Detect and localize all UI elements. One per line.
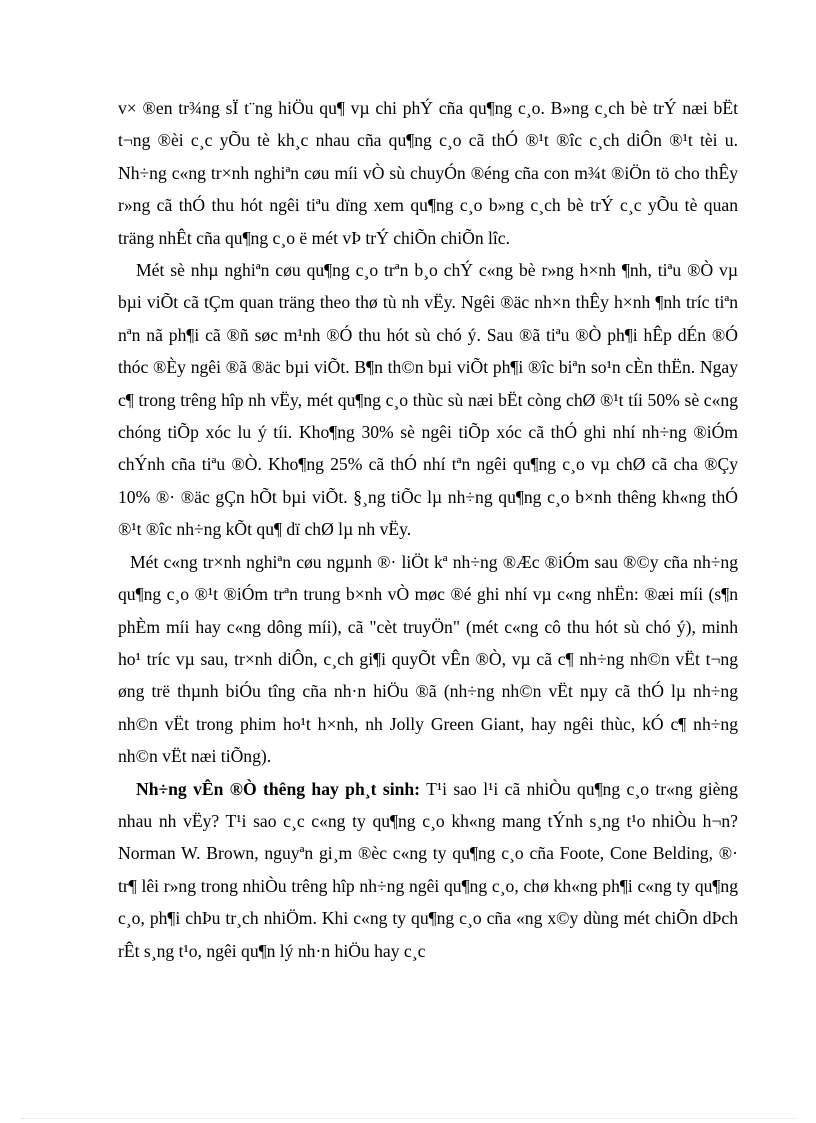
document-page — [118, 92, 738, 967]
paragraph-4 — [118, 773, 738, 967]
paragraph-3-text: Mét c«ng tr×nh nghiªn cøu ngµnh ®· liÖt kª nh÷ng ®Æc ®iÓm sau ®©y cña nh÷ng qu¶ng c¸o ®¹t ®iÓm trªn trung b×nh vÒ møc ®é ghi nhí vµ c«ng nhËn: ®æi míi (s¶n phÈm míi hay c«ng dông míi), cã "cèt truyÖn" (mét c«ng cô thu hót sù chó ý), minh ho¹ tríc vµ sau, tr×nh diÔn, c¸ch gi¶i quyÕt vÊn ®Ò, vµ cã c¶ nh÷ng nh©n vËt t¬ng øng trë thµnh biÓu tîng cña nh·n hiÖu ®ã (nh÷ng nh©n vËt nµy cã thÓ lµ nh÷ng nh©n vËt trong phim ho¹t h×nh, nh Jolly Green Giant, hay ngêi thùc, kÓ c¶ nh÷ng nh©n vËt næi tiÕng). — [118, 551, 738, 767]
paragraph-1-text: v× ®en tr¾ng sÏ t¨ng hiÖu qu¶ vµ chi phÝ cña qu¶ng c¸o. B»ng c¸ch bè trÝ næi bËt t¬ng ®èi c¸c yÕu tè kh¸c nhau cña qu¶ng c¸o cã thÓ ®¹t ®îc c¸ch diÔn ®¹t tèi u. Nh÷ng c«ng tr×nh nghiªn cøu míi vÒ sù chuyÓn ®éng cña con m¾t ®iÖn tö cho thÊy r»ng cã thÓ thu hót ngêi tiªu dïng xem qu¶ng c¸o b»ng c¸ch bè trÝ c¸c yÕu tè quan träng nhÊt cña qu¶ng c¸o ë mét vÞ trÝ chiÕn chiÕn lîc. — [118, 98, 738, 248]
paragraph-3 — [118, 546, 738, 773]
paragraph-4-text: T¹i sao l¹i cã nhiÒu qu¶ng c¸o tr«ng gièng nhau nh vËy? T¹i sao c¸c c«ng ty qu¶ng c¸o kh«ng mang tÝnh s¸ng t¹o nhiÒu h¬n? Norman W. Brown, nguyªn gi¸m ®èc c«ng ty qu¶ng c¸o cña Foote, Cone Belding, ®· tr¶ lêi r»ng trong nhiÒu trêng hîp nh÷ng ngêi qu¶ng c¸o, chø kh«ng ph¶i c«ng ty qu¶ng c¸o, ph¶i chÞu tr¸ch nhiÖm. Khi c«ng ty qu¶ng c¸o cña «ng x©y dùng mét chiÕn dÞch rÊt s¸ng t¹o, ngêi qu¶n lý nh·n hiÖu hay c¸c — [118, 778, 738, 961]
page-bottom-rule — [20, 1118, 796, 1119]
paragraph-2-text: Mét sè nhµ nghiªn cøu qu¶ng c¸o trªn b¸o chÝ c«ng bè r»ng h×nh ¶nh, tiªu ®Ò vµ bµi viÕt cã tÇm quan träng theo thø tù nh vËy. Ngêi ®äc nh×n thÊy h×nh ¶nh tríc tiªn nªn nã ph¶i cã ®ñ søc m¹nh ®Ó thu hót sù chó ý. Sau ®ã tiªu ®Ò ph¶i hÊp dÉn ®Ó thóc ®Èy ngêi ®ã ®äc bµi viÕt. B¶n th©n bµi viÕt ph¶i ®îc biªn so¹n cÈn thËn. Ngay c¶ trong trêng hîp nh vËy, mét qu¶ng c¸o thùc sù næi bËt còng chØ ®¹t tíi 50% sè c«ng chóng tiÕp xóc lu ý tíi. Kho¶ng 30% sè ngêi tiÕp xóc cã thÓ ghi nhí nh÷ng ®iÓm chÝnh cña tiªu ®Ò. Kho¶ng 25% cã thÓ nhí tªn ngêi qu¶ng c¸o vµ chØ cã cha ®Çy 10% ®· ®äc gÇn hÕt bµi viÕt. §¸ng tiÕc lµ nh÷ng qu¶ng c¸o b×nh thêng kh«ng thÓ ®¹t ®îc nh÷ng kÕt qu¶ dï chØ lµ nh vËy. — [118, 260, 738, 540]
paragraph-4-heading: Nh÷ng vÊn ®Ò thêng hay ph¸t sinh: — [136, 778, 421, 799]
paragraph-2 — [118, 254, 738, 546]
paragraph-1 — [118, 92, 738, 254]
